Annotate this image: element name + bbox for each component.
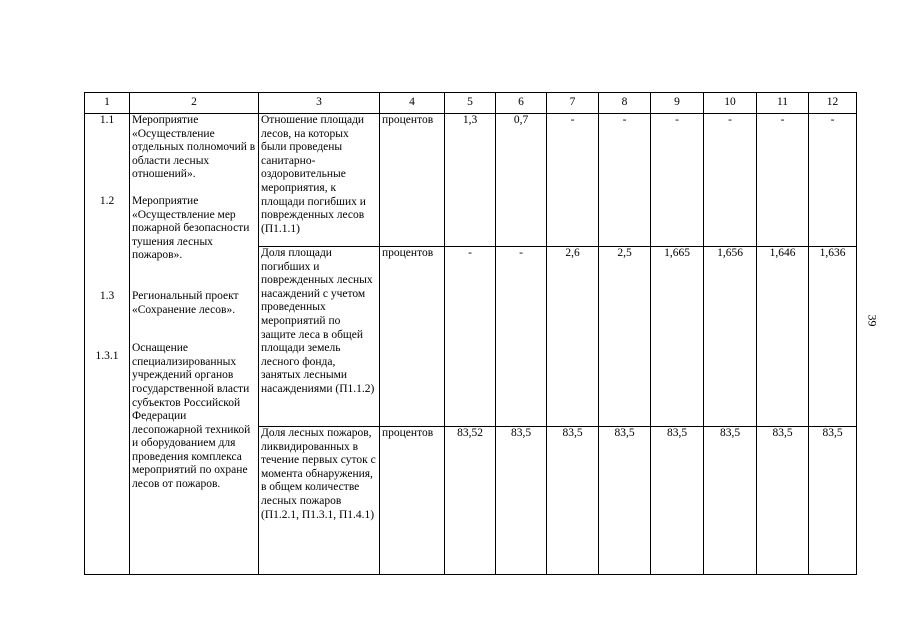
indicators-table <box>84 92 857 575</box>
unit-cell: процентов <box>380 114 445 247</box>
header-cell: 6 <box>496 93 547 114</box>
value-cell: 83,5 <box>547 427 599 575</box>
event-column <box>130 114 259 575</box>
value-cell: 83,5 <box>809 427 857 575</box>
table-row <box>85 114 857 247</box>
indicator-cell: Отношение площади лесов, на которых были проведены санитарно-оздоровительные мероприятия, к площади погибших и поврежденных лесов (П1.1.1) <box>259 114 380 247</box>
header-cell: 8 <box>599 93 651 114</box>
value-cell: 1,646 <box>757 247 809 427</box>
header-cell: 2 <box>130 93 259 114</box>
event-text: Оснащение специализированных учреждений органов государственной власти субъектов Российской Федерации лесопожарной техникой и оборудованием для проведения комплекса мероприятий по охране лесов от пожаров. <box>132 342 251 491</box>
value-cell: 1,665 <box>651 247 704 427</box>
value-cell: 1,656 <box>704 247 757 427</box>
value-cell: 83,5 <box>704 427 757 575</box>
value-cell: - <box>757 114 809 247</box>
value-cell: 2,6 <box>547 247 599 427</box>
value-cell: 83,52 <box>445 427 496 575</box>
value-cell: 83,5 <box>651 427 704 575</box>
item-id: 1.2 <box>99 194 115 207</box>
value-cell: - <box>445 247 496 427</box>
event-text: Мероприятие «Осуществление отдельных полномочий в области лесных отношений». <box>132 114 256 181</box>
unit-cell: процентов <box>380 427 445 575</box>
event-text: Мероприятие «Осуществление мер пожарной безопасности тушения лесных пожаров». <box>132 194 250 262</box>
indicator-cell: Доля площади погибших и поврежденных лесных насаждений с учетом проведенных мероприятий по защите леса в общей площади земель лесного фонда, занятых лесными насаждениями (П1.1.2) <box>259 247 380 427</box>
header-cell: 11 <box>757 93 809 114</box>
header-cell: 5 <box>445 93 496 114</box>
header-cell: 12 <box>809 93 857 114</box>
header-cell: 4 <box>380 93 445 114</box>
header-cell: 9 <box>651 93 704 114</box>
unit-cell: процентов <box>380 247 445 427</box>
header-row <box>85 93 857 114</box>
value-cell: - <box>651 114 704 247</box>
value-cell: - <box>809 114 857 247</box>
id-column <box>85 114 130 575</box>
value-cell: 0,7 <box>496 114 547 247</box>
header-cell: 7 <box>547 93 599 114</box>
value-cell: 1,636 <box>809 247 857 427</box>
value-cell: 2,5 <box>599 247 651 427</box>
value-cell: - <box>547 114 599 247</box>
page-number: 39 <box>865 314 880 327</box>
value-cell: 83,5 <box>599 427 651 575</box>
header-cell: 10 <box>704 93 757 114</box>
item-id: 1.3.1 <box>95 349 119 362</box>
value-cell: - <box>496 247 547 427</box>
item-id: 1.1 <box>99 114 115 126</box>
value-cell: - <box>599 114 651 247</box>
value-cell: 1,3 <box>445 114 496 247</box>
value-cell: 83,5 <box>496 427 547 575</box>
item-id: 1.3 <box>99 290 115 303</box>
indicator-cell: Доля лесных пожаров, ликвидированных в течение первых суток с момента обнаружения, в общем количестве лесных пожаров (П1.2.1, П1.3.1, П1.4.1) <box>259 427 380 575</box>
header-cell: 3 <box>259 93 380 114</box>
value-cell: 83,5 <box>757 427 809 575</box>
value-cell: - <box>704 114 757 247</box>
header-cell: 1 <box>85 93 130 114</box>
event-text: Региональный проект «Сохранение лесов». <box>132 289 239 316</box>
